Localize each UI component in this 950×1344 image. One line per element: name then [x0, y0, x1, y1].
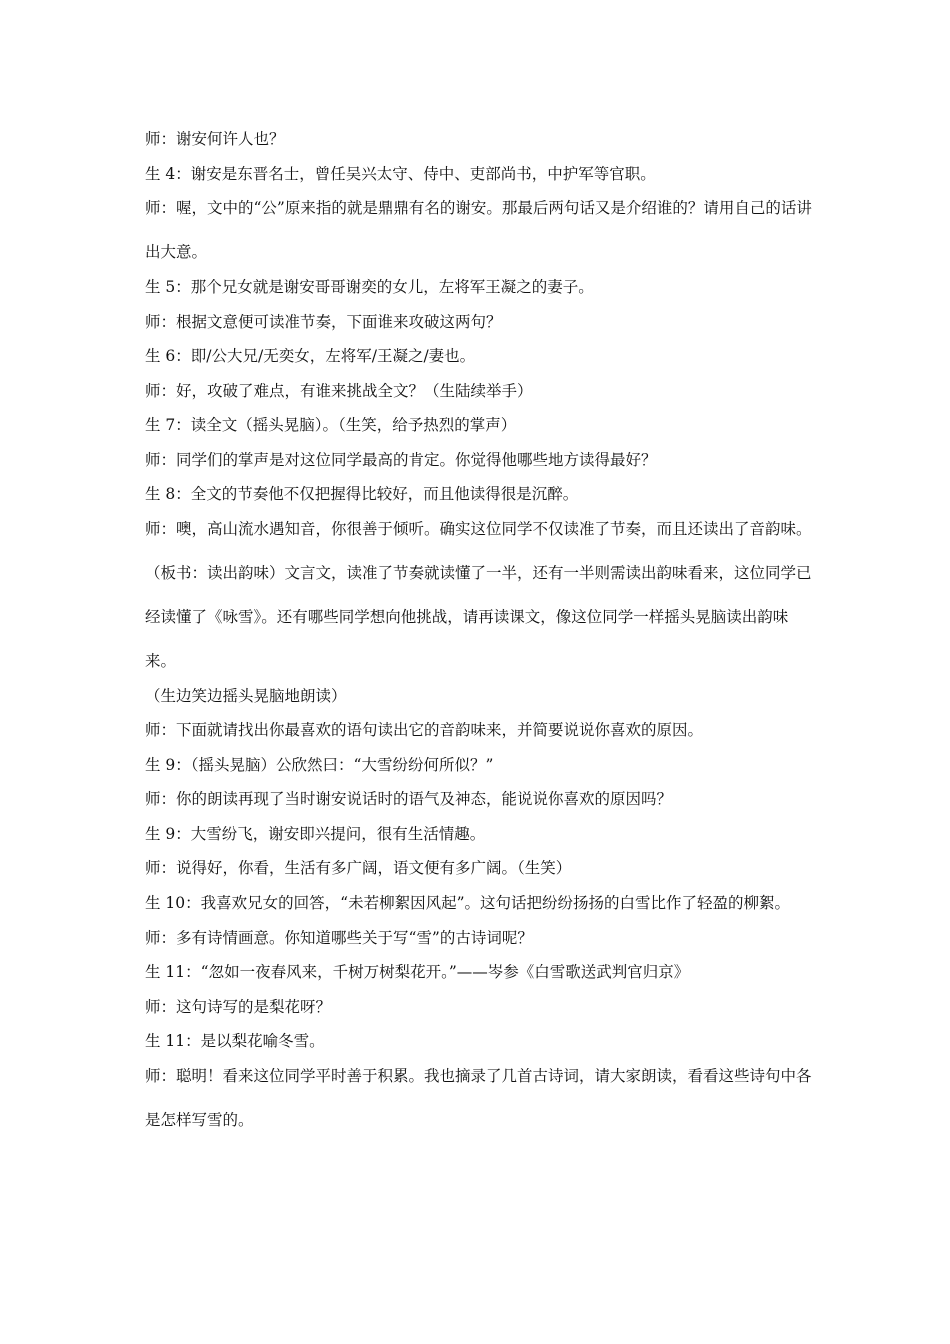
- paragraph: 生 5：那个兄女就是谢安哥哥谢奕的女儿，左将军王凝之的妻子。: [145, 278, 594, 296]
- paragraph: 生 6：即/公大兄/无奕女，左将军/王凝之/妻也。: [145, 347, 476, 365]
- paragraph: 师：你的朗读再现了当时谢安说话时的语气及神态，能说说你喜欢的原因吗？: [145, 790, 673, 808]
- document-body: [145, 122, 815, 1138]
- paragraph: 生 11：是以梨花喻冬雪。: [145, 1032, 325, 1050]
- paragraph: 师：好，攻破了难点，有谁来挑战全文？（生陆续举手）: [145, 381, 533, 400]
- paragraph: 生 9：（摇头晃脑）公欣然曰：“大雪纷纷何所似？”: [145, 755, 494, 774]
- paragraph: 生 10：我喜欢兄女的回答，“未若柳絮因风起”。这句话把纷纷扬扬的白雪比作了轻盈的柳絮。: [145, 893, 791, 912]
- paragraph: 师：多有诗情画意。你知道哪些关于写“雪”的古诗词呢？: [145, 928, 533, 947]
- paragraph: 生 9：大雪纷飞，谢安即兴提问，很有生活情趣。: [145, 824, 486, 843]
- paragraph: 生 4：谢安是东晋名士，曾任吴兴太守、侍中、吏部尚书，中护军等官职。: [145, 164, 656, 183]
- paragraph: 师：聪明！看来这位同学平时善于积累。我也摘录了几首古诗词，请大家朗读，看看这些诗句中各是怎样写雪的。: [145, 1066, 812, 1129]
- paragraph: 生 11：“忽如一夜春风来，千树万树梨花开。”——岑参《白雪歌送武判官归京》: [145, 963, 690, 981]
- paragraph: （生边笑边摇头晃脑地朗读）: [145, 686, 347, 705]
- paragraph: 生 7：读全文（摇头晃脑）。（生笑，给予热烈的掌声）: [145, 416, 517, 434]
- paragraph: 师：根据文意便可读准节奏，下面谁来攻破这两句？: [145, 312, 502, 331]
- paragraph: 师：噢，高山流水遇知音，你很善于倾听。确实这位同学不仅读准了节奏，而且还读出了音韵味。（板书：读出韵味）文言文，读准了节奏就读懂了一半，还有一半则需读出韵味看来，这位同学已经读懂了《咏雪》。还有哪些同学想向他挑战，请再读课文，像这位同学一样摇头晃脑读出韵味来。: [145, 519, 812, 670]
- paragraph: 师：谢安何许人也？: [145, 130, 285, 148]
- paragraph: 生 8：全文的节奏他不仅把握得比较好，而且他读得很是沉醉。: [145, 485, 579, 503]
- paragraph: 师：说得好，你看，生活有多广阔，语文便有多广阔。（生笑）: [145, 859, 572, 877]
- paragraph: 师：这句诗写的是梨花呀？: [145, 997, 332, 1016]
- paragraph: 师：下面就请找出你最喜欢的语句读出它的音韵味来，并简要说说你喜欢的原因。: [145, 721, 704, 739]
- paragraph: 师：同学们的掌声是对这位同学最高的肯定。你觉得他哪些地方读得最好？: [145, 450, 657, 469]
- paragraph: 师：喔，文中的“公”原来指的就是鼎鼎有名的谢安。那最后两句话又是介绍谁的？请用自己的话讲出大意。: [145, 199, 812, 261]
